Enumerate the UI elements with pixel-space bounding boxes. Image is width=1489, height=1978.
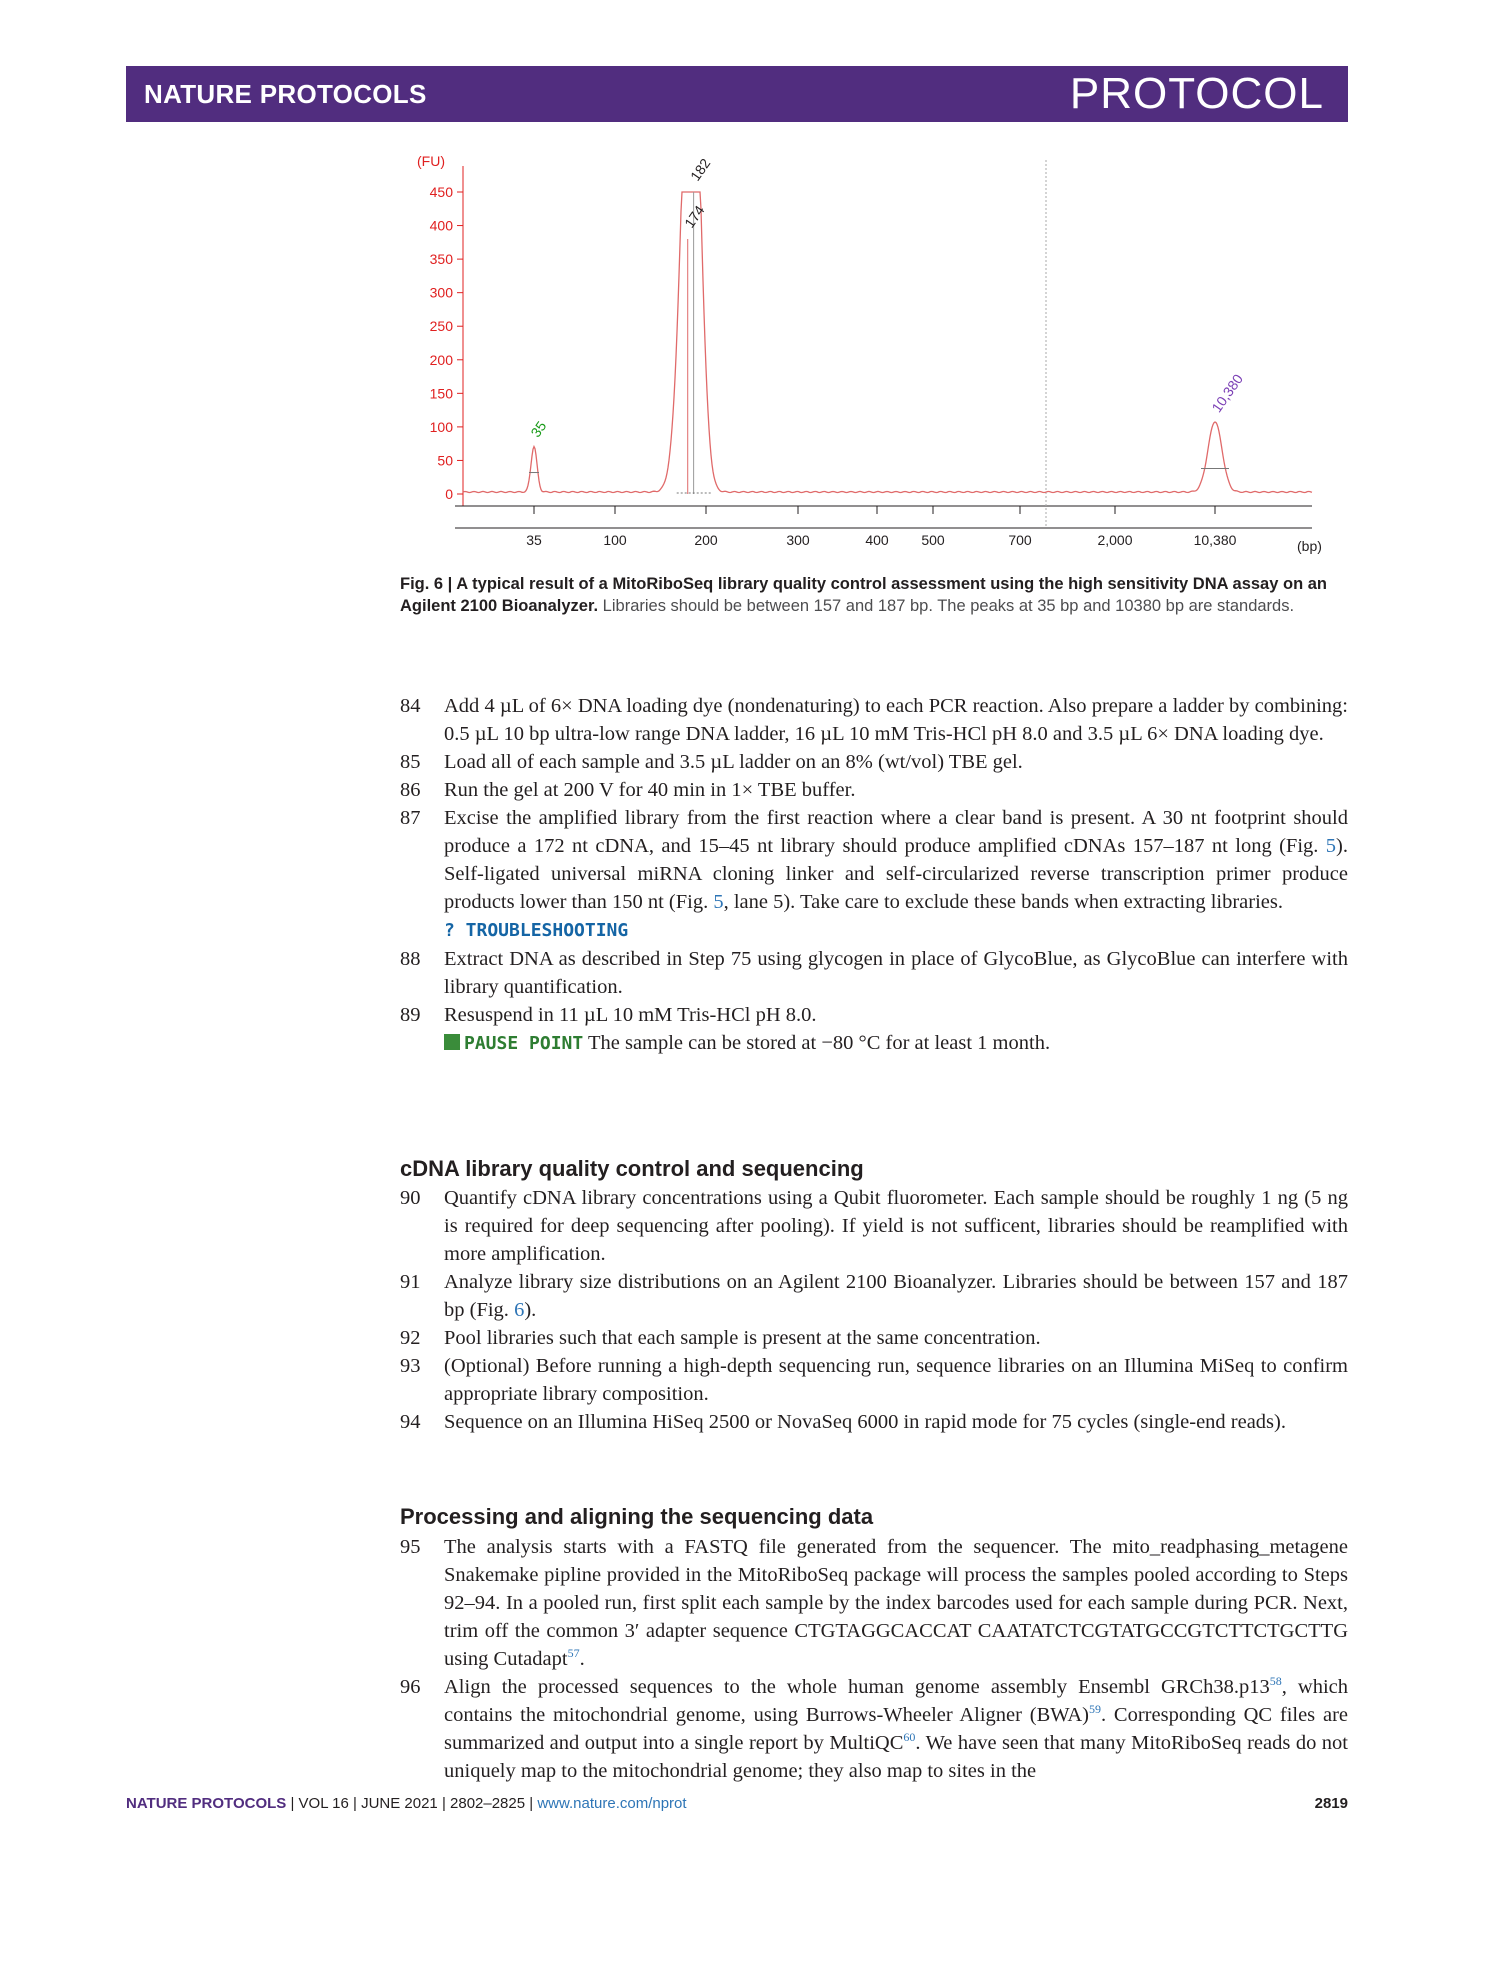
y-tick-label: 50 [437,452,453,469]
figure-link[interactable]: 6 [514,1299,525,1321]
step-text: Quantify cDNA library concentrations using a Qubit fluorometer. Each sample should be roughly 1 ng (5 ng is required for deep sequencing after pooling). If yield is not sufficent, libraries should be reamplified with more amplification. [444,1187,1348,1265]
y-tick-label: 350 [429,251,453,268]
x-tick-label: 400 [865,532,889,548]
figure-caption [400,573,1348,617]
step-96 [400,1673,1348,1785]
x-tick-label: 35 [526,532,542,548]
step-text: Analyze library size distributions on an Agilent 2100 Bioanalyzer. Libraries should be between 157 and 187 bp (Fig. [444,1271,1348,1321]
step-text: Run the gel at 200 V for 40 min in 1× TBE buffer. [444,779,856,801]
citation-link[interactable]: 57 [567,1646,580,1661]
step-number: 84 [400,695,421,717]
step-number: 93 [400,1355,421,1377]
step-text: Pool libraries such that each sample is present at the same concentration. [444,1327,1041,1349]
step-text: Extract DNA as described in Step 75 using glycogen in place of GlycoBlue, as GlycoBlue can interfere with library quantification. [444,948,1348,998]
step-92 [400,1324,1348,1352]
step-number: 96 [400,1676,421,1698]
step-number: 85 [400,751,421,773]
x-tick-label: 300 [786,532,810,548]
peak-markers [529,192,1229,494]
x-tick-label: 200 [694,532,718,548]
step-text: . Corresponding QC files are summarized and output into a single report by MultiQC [444,1704,1348,1754]
page-footer [126,1795,1348,1812]
step-number: 92 [400,1327,421,1349]
step-93 [400,1352,1348,1408]
pause-point-text: The sample can be stored at −80 °C for at least 1 month. [583,1032,1051,1054]
pause-point-label: PAUSE POINT [464,1033,584,1054]
step-number: 90 [400,1187,421,1209]
steps-block-1 [400,692,1348,1058]
footer-issue-info: | VOL 16 | JUNE 2021 | 2802–2825 | [286,1795,538,1812]
y-tick-label: 150 [429,385,453,402]
step-text: Load all of each sample and 3.5 µL ladder on an 8% (wt/vol) TBE gel. [444,751,1023,773]
bioanalyzer-electropherogram [400,150,1330,565]
step-text: ). Self-ligated universal miRNA cloning linker and self-circularized reverse transcription primer produce products lower than 150 nt (Fig. [444,835,1348,913]
citation-link[interactable]: 59 [1089,1702,1101,1717]
article-type: PROTOCOL [1069,69,1324,118]
step-text: , which contains the mitochondrial genome, using Burrows-Wheeler Aligner (BWA) [444,1676,1348,1726]
step-95 [400,1533,1348,1673]
x-tick-label: 10,380 [1193,532,1237,548]
trace-line [463,192,1312,493]
peak-label: 10,380 [1208,370,1247,416]
step-text: Add 4 µL of 6× DNA loading dye (nondenaturing) to each PCR reaction. Also prepare a ladder by combining: 0.5 µL 10 bp ultra-low range DNA ladder, 16 µL 10 mM Tris-HCl pH 8.0 and 3.5 µL 6× DNA loading dye. [444,695,1348,745]
section-heading-align: Processing and aligning the sequencing data [400,1504,874,1529]
x-tick-label: 700 [1008,532,1032,548]
step-text: ). [524,1299,537,1321]
step-text: . We have seen that many MitoRiboSeq reads do not uniquely map to the mitochondrial genome; they also map to sites in the [444,1732,1348,1782]
x-tick-label: 100 [603,532,627,548]
step-90 [400,1184,1348,1268]
step-number: 95 [400,1536,421,1558]
step-94 [400,1408,1348,1436]
citation-link[interactable]: 58 [1269,1674,1282,1689]
journal-header-bar [126,66,1348,122]
caption-text: Libraries should be between 157 and 187 bp. The peaks at 35 bp and 10380 bp are standards. [598,597,1295,615]
step-number: 87 [400,807,421,829]
y-tick-label: 450 [429,184,453,200]
peak-labels [527,155,1246,440]
peak-label: 35 [527,418,550,441]
figure-link[interactable]: 5 [713,891,724,913]
step-text: (Optional) Before running a high-depth sequencing run, sequence libraries on an Illumina MiSeq to confirm appropriate library composition. [444,1355,1348,1405]
chart-axes [455,160,1312,528]
step-text: , lane 5). Take care to exclude these bands when extracting libraries. [723,891,1284,913]
section-heading-qc: cDNA library quality control and sequencing [400,1156,864,1181]
y-axis-label: (FU) [417,153,445,169]
step-86 [400,776,1348,804]
step-text: Sequence on an Illumina HiSeq 2500 or NovaSeq 6000 in rapid mode for 75 cycles (single-end reads). [444,1411,1286,1433]
y-tick-label: 250 [429,318,453,335]
y-tick-label: 400 [429,217,453,234]
step-91 [400,1268,1348,1324]
figure-link[interactable]: 5 [1325,835,1337,857]
x-axis-label: (bp) [1297,538,1322,554]
step-number: 94 [400,1411,421,1433]
step-number: 89 [400,1004,421,1026]
x-tick-label: 500 [921,532,945,548]
step-87 [400,804,1348,945]
x-axis-ticks [526,506,1236,548]
y-tick-label: 0 [445,486,453,502]
footer-journal: NATURE PROTOCOLS [126,1795,287,1812]
step-text: Align the processed sequences to the whole human genome assembly Ensembl GRCh38.p13 [444,1676,1270,1698]
steps-block-2 [400,1184,1348,1436]
step-89 [400,1001,1348,1058]
step-number: 88 [400,948,421,970]
y-tick-label: 100 [429,418,453,435]
step-text: Excise the amplified library from the first reaction where a clear band is present. A 30 nt footprint should produce a 172 nt cDNA, and 15–45 nt library should produce amplified cDNAs 157–187 nt long (Fig. [444,807,1348,857]
step-number: 91 [400,1271,421,1293]
y-axis-ticks [430,184,463,502]
y-tick-label: 300 [429,284,453,301]
y-tick-label: 200 [429,351,453,368]
page-number: 2819 [1314,1795,1348,1812]
steps-block-3 [400,1533,1348,1785]
step-85 [400,748,1348,776]
caption-title: Fig. 6 | A typical result of a MitoRiboSeq library quality control assessment using the high sensitivity DNA assay on an Agilent 2100 Bioanalyzer. [400,575,1327,615]
step-text: The analysis starts with a FASTQ file generated from the sequencer. The mito_readphasing_metagene Snakemake pipline provided in the MitoRiboSeq package will process the samples pooled according to Steps 92–94. In a pooled run, first split each sample by the index barcodes used for each sample during PCR. Next, trim off the common 3′ adapter sequence CTGTAGGCACCAT CAATATCTCGTATGCCGTCTTCTGCTTG using Cutadapt [444,1536,1348,1670]
peak-label: 182 [686,155,714,184]
step-88 [400,945,1348,1001]
journal-name: NATURE PROTOCOLS [144,79,427,109]
citation-link[interactable]: 60 [903,1730,916,1745]
step-text: Resuspend in 11 µL 10 mM Tris-HCl pH 8.0. [444,1004,817,1026]
step-text: . [579,1648,585,1670]
step-84 [400,692,1348,748]
step-number: 86 [400,779,421,801]
x-tick-label: 2,000 [1097,532,1133,548]
pause-point-icon [444,1034,460,1050]
troubleshooting-link[interactable]: ? TROUBLESHOOTING [444,920,629,941]
peak-label: 174 [681,202,708,231]
footer-website-link[interactable]: www.nature.com/nprot [537,1795,687,1812]
